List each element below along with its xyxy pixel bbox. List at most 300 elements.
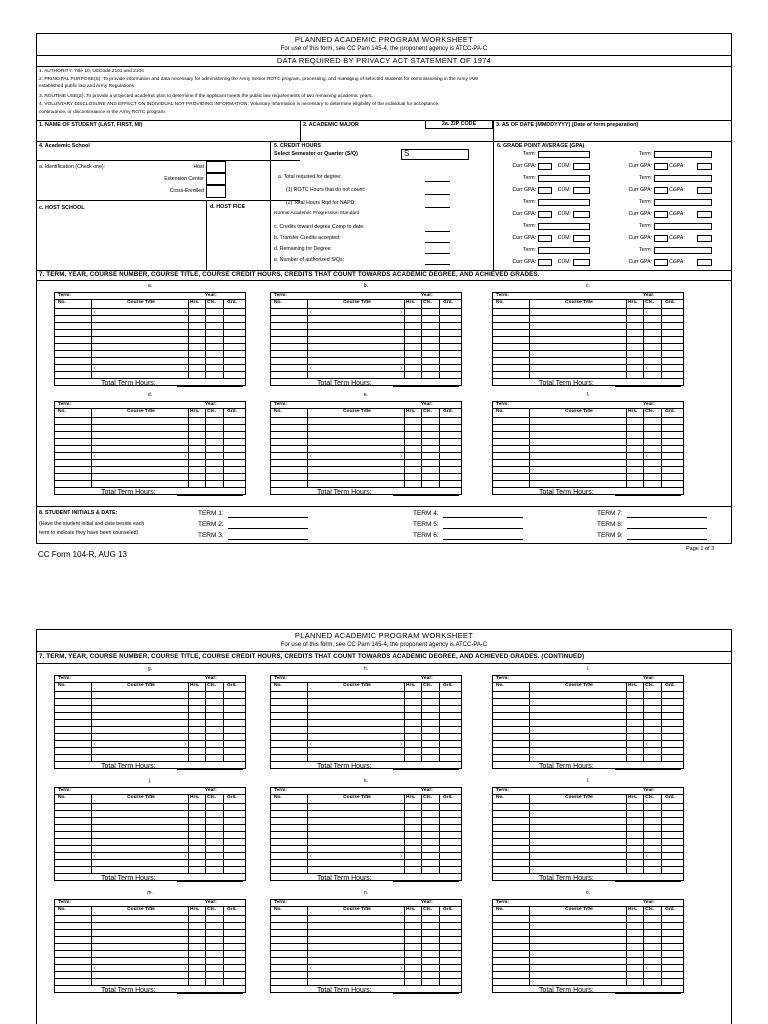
table-row[interactable] xyxy=(271,754,461,755)
table-row[interactable] xyxy=(493,726,683,727)
total-term-hours-field[interactable] xyxy=(177,881,243,882)
table-row[interactable] xyxy=(55,747,245,748)
table-row[interactable] xyxy=(55,733,245,734)
table-row[interactable] xyxy=(271,922,461,923)
table-column-rule xyxy=(661,300,662,378)
table-row[interactable] xyxy=(55,936,245,937)
table-row[interactable] xyxy=(493,838,683,839)
term-initial-label: TERM 2: xyxy=(198,521,224,528)
curr-gpa-label: Curr GPA: xyxy=(512,259,536,265)
table-row[interactable] xyxy=(55,322,245,323)
table-row[interactable] xyxy=(493,364,683,365)
table-row[interactable] xyxy=(271,487,461,488)
course-no-header: No. xyxy=(496,409,504,414)
table-row[interactable] xyxy=(55,691,245,692)
table-row[interactable] xyxy=(493,329,683,330)
remaining-field[interactable] xyxy=(425,253,450,254)
year-label: Year: xyxy=(643,293,655,298)
total-term-hours-label: Total Term Hours: xyxy=(539,380,594,387)
table-column-rule xyxy=(188,683,189,761)
remaining-label: d. Remaining for Degree: xyxy=(274,246,332,252)
table-row[interactable] xyxy=(271,803,461,804)
host-school-label[interactable]: c. HOST SCHOOL xyxy=(39,205,85,211)
table-column-rule xyxy=(529,683,530,761)
total-term-hours-field[interactable] xyxy=(393,495,459,496)
table-row[interactable] xyxy=(271,459,461,460)
table-row[interactable] xyxy=(493,357,683,358)
table-row[interactable] xyxy=(493,964,683,965)
table-column-rule xyxy=(529,300,530,378)
semester-quarter-select[interactable] xyxy=(401,149,469,160)
table-row[interactable] xyxy=(55,438,245,439)
table-row[interactable] xyxy=(493,378,683,379)
table-row[interactable] xyxy=(55,922,245,923)
total-required-field[interactable] xyxy=(425,181,450,182)
table-row[interactable] xyxy=(493,424,683,425)
table-row[interactable] xyxy=(55,452,245,453)
extension-checkbox[interactable] xyxy=(206,173,226,185)
table-row[interactable] xyxy=(271,431,461,432)
curr-gpa-field[interactable] xyxy=(654,187,668,194)
table-row[interactable] xyxy=(493,417,683,418)
table-row[interactable] xyxy=(271,343,461,344)
section7-title: 7. TERM, YEAR, COURSE NUMBER, COURSE TITLE, COURSE CREDIT HOURS, CREDITS THAT COUNT TOWARDS ACADEMIC DEGREE, AND ACHIEVED GRADES. xyxy=(39,271,540,278)
table-row[interactable] xyxy=(271,705,461,706)
table-row[interactable] xyxy=(271,845,461,846)
student-initials-label: 8. STUDENT INITIALS & DATE: xyxy=(39,510,118,516)
credits-header: Cts. xyxy=(645,795,655,800)
table-row[interactable] xyxy=(493,845,683,846)
table-row[interactable] xyxy=(493,480,683,481)
table-row[interactable] xyxy=(493,929,683,930)
table-row[interactable] xyxy=(493,950,683,951)
gpa-term-field[interactable] xyxy=(654,175,712,182)
host-fice-label[interactable]: d. HOST FICE xyxy=(210,204,246,210)
table-row[interactable] xyxy=(55,845,245,846)
total-term-hours-field[interactable] xyxy=(393,881,459,882)
grade-header: Grd. xyxy=(227,300,237,305)
curr-gpa-field[interactable] xyxy=(538,259,552,266)
credits-header: Cts. xyxy=(207,409,217,414)
curr-gpa-field[interactable] xyxy=(654,235,668,242)
table-row[interactable] xyxy=(55,343,245,344)
table-row[interactable] xyxy=(271,747,461,748)
table-row[interactable] xyxy=(55,424,245,425)
table-row[interactable] xyxy=(493,343,683,344)
table-column-rule xyxy=(421,683,422,761)
table-row[interactable] xyxy=(271,698,461,699)
term-initial-field[interactable] xyxy=(627,528,707,529)
table-row[interactable] xyxy=(493,817,683,818)
table-row[interactable] xyxy=(271,308,461,309)
table-row[interactable] xyxy=(271,438,461,439)
host-checkbox[interactable] xyxy=(206,161,226,173)
table-row[interactable] xyxy=(271,817,461,818)
table-row[interactable] xyxy=(493,747,683,748)
table-row[interactable] xyxy=(271,957,461,958)
term-initial-field[interactable] xyxy=(443,539,523,540)
table-row[interactable] xyxy=(493,754,683,755)
table-row[interactable] xyxy=(493,852,683,853)
table-row[interactable] xyxy=(493,473,683,474)
table-row[interactable] xyxy=(271,329,461,330)
table-row[interactable] xyxy=(55,357,245,358)
table-row[interactable] xyxy=(493,985,683,986)
year-label: Year: xyxy=(421,788,433,793)
table-row[interactable] xyxy=(55,838,245,839)
term-initial-label: TERM 6: xyxy=(413,532,439,539)
table-row[interactable] xyxy=(493,315,683,316)
year-label: Year: xyxy=(205,900,217,905)
table-row[interactable] xyxy=(55,740,245,741)
table-row[interactable] xyxy=(55,431,245,432)
total-term-hours-field[interactable] xyxy=(615,495,681,496)
table-row[interactable] xyxy=(493,719,683,720)
cgpa-field[interactable] xyxy=(697,235,712,242)
term-table-letter: c. xyxy=(586,283,590,289)
table-row[interactable] xyxy=(55,315,245,316)
table-row[interactable] xyxy=(271,985,461,986)
table-row[interactable] xyxy=(493,971,683,972)
gpa-term-field[interactable] xyxy=(538,151,590,158)
total-term-hours-field[interactable] xyxy=(615,881,681,882)
credits-toward-field[interactable] xyxy=(425,231,450,232)
term-initial-field[interactable] xyxy=(228,528,308,529)
divider xyxy=(36,663,732,664)
total-term-hours-field[interactable] xyxy=(393,769,459,770)
curr-gpa-field[interactable] xyxy=(654,211,668,218)
table-row[interactable] xyxy=(55,712,245,713)
field-name-label[interactable]: 1. NAME OF STUDENT (LAST, FIRST, MI) xyxy=(39,122,143,128)
table-row[interactable] xyxy=(271,357,461,358)
table-column-rule xyxy=(421,907,422,985)
total-term-hours-field[interactable] xyxy=(615,769,681,770)
table-row[interactable] xyxy=(271,322,461,323)
table-column-rule xyxy=(439,409,440,487)
authorized-sq-field[interactable] xyxy=(425,264,450,265)
table-row[interactable] xyxy=(493,824,683,825)
table-row[interactable] xyxy=(55,831,245,832)
course-title-header: Course Title xyxy=(343,409,371,414)
table-row[interactable] xyxy=(271,971,461,972)
cum-field[interactable] xyxy=(573,235,590,242)
table-row[interactable] xyxy=(55,915,245,916)
table-row[interactable] xyxy=(493,803,683,804)
table-row[interactable] xyxy=(271,873,461,874)
term-initial-field[interactable] xyxy=(443,517,523,518)
term-label: Term: xyxy=(274,293,287,298)
table-column-rule xyxy=(91,907,92,985)
identification-label: a. Identification (Check one): xyxy=(39,164,106,170)
course-title-header: Course Title xyxy=(343,683,371,688)
napd-hours-field[interactable] xyxy=(425,207,450,208)
table-row[interactable] xyxy=(271,950,461,951)
gpa-term-field[interactable] xyxy=(654,247,712,254)
table-row[interactable] xyxy=(55,459,245,460)
table-row[interactable] xyxy=(493,336,683,337)
table-row[interactable] xyxy=(271,315,461,316)
curr-gpa-field[interactable] xyxy=(538,163,552,170)
table-row[interactable] xyxy=(55,971,245,972)
table-row[interactable] xyxy=(493,915,683,916)
table-row[interactable] xyxy=(493,705,683,706)
gpa-term-field[interactable] xyxy=(538,223,590,230)
table-row[interactable] xyxy=(271,761,461,762)
table-row[interactable] xyxy=(493,308,683,309)
total-term-hours-field[interactable] xyxy=(177,993,243,994)
table-row[interactable] xyxy=(55,929,245,930)
table-row[interactable] xyxy=(271,929,461,930)
table-row[interactable] xyxy=(493,487,683,488)
table-row[interactable] xyxy=(55,824,245,825)
course-title-header: Course Title xyxy=(127,907,155,912)
table-row[interactable] xyxy=(55,866,245,867)
table-row[interactable] xyxy=(55,754,245,755)
table-row[interactable] xyxy=(493,866,683,867)
credits-header: Cts. xyxy=(645,907,655,912)
table-row[interactable] xyxy=(55,873,245,874)
table-row[interactable] xyxy=(55,852,245,853)
table-row[interactable] xyxy=(493,350,683,351)
term-initial-field[interactable] xyxy=(627,517,707,518)
table-row[interactable] xyxy=(493,438,683,439)
table-row[interactable] xyxy=(55,761,245,762)
curr-gpa-field[interactable] xyxy=(538,211,552,218)
term-table-letter: j. xyxy=(148,778,152,784)
total-term-hours-field[interactable] xyxy=(615,993,681,994)
table-row[interactable] xyxy=(271,466,461,467)
table-row[interactable] xyxy=(271,417,461,418)
table-row[interactable] xyxy=(271,691,461,692)
table-row[interactable] xyxy=(55,350,245,351)
table-row[interactable] xyxy=(271,866,461,867)
cum-label: CUM: xyxy=(557,235,571,241)
table-row[interactable] xyxy=(493,740,683,741)
table-row[interactable] xyxy=(493,831,683,832)
table-row[interactable] xyxy=(493,452,683,453)
year-label: Year: xyxy=(205,788,217,793)
term-initial-field[interactable] xyxy=(627,539,707,540)
table-row[interactable] xyxy=(55,329,245,330)
table-row[interactable] xyxy=(271,371,461,372)
total-term-hours-field[interactable] xyxy=(177,769,243,770)
table-row[interactable] xyxy=(271,943,461,944)
table-row[interactable] xyxy=(55,445,245,446)
table-row[interactable] xyxy=(271,978,461,979)
table-row[interactable] xyxy=(493,943,683,944)
table-row[interactable] xyxy=(493,466,683,467)
table-row[interactable] xyxy=(271,364,461,365)
cum-field[interactable] xyxy=(573,211,590,218)
rotc-hours-field[interactable] xyxy=(425,194,450,195)
curr-gpa-field[interactable] xyxy=(538,187,552,194)
table-row[interactable] xyxy=(55,978,245,979)
table-row[interactable] xyxy=(55,943,245,944)
course-title-header: Course Title xyxy=(565,795,593,800)
cgpa-field[interactable] xyxy=(697,259,712,266)
table-row[interactable] xyxy=(493,761,683,762)
table-row[interactable] xyxy=(55,473,245,474)
table-row[interactable] xyxy=(493,431,683,432)
table-row[interactable] xyxy=(271,915,461,916)
table-column-rule xyxy=(223,795,224,873)
table-column-rule xyxy=(529,409,530,487)
table-row[interactable] xyxy=(55,950,245,951)
table-row[interactable] xyxy=(493,859,683,860)
term-table xyxy=(492,675,684,769)
table-row[interactable] xyxy=(493,978,683,979)
field-school-label[interactable]: 4. Academic School xyxy=(39,143,90,149)
table-row[interactable] xyxy=(271,852,461,853)
total-term-hours-label: Total Term Hours: xyxy=(539,763,594,770)
table-row[interactable] xyxy=(493,712,683,713)
table-row[interactable] xyxy=(271,824,461,825)
table-row[interactable] xyxy=(271,964,461,965)
table-row[interactable] xyxy=(271,719,461,720)
cum-field[interactable] xyxy=(573,163,590,170)
table-row[interactable] xyxy=(493,691,683,692)
table-row[interactable] xyxy=(55,336,245,337)
table-row[interactable] xyxy=(55,719,245,720)
table-column-rule xyxy=(661,795,662,873)
course-title-header: Course Title xyxy=(565,300,593,305)
course-no-header: No. xyxy=(496,300,504,305)
cross-enrolled-checkbox[interactable] xyxy=(206,185,226,198)
course-title-header: Course Title xyxy=(343,795,371,800)
table-row[interactable] xyxy=(271,810,461,811)
credits-header: Cts. xyxy=(423,409,433,414)
table-row[interactable] xyxy=(493,459,683,460)
table-row[interactable] xyxy=(55,487,245,488)
table-row[interactable] xyxy=(493,445,683,446)
privacy-routine: 3. ROUTINE USE(S): To provide a projected academic plan to determine if the applicant meets the public law requirements of two remaining academic years. xyxy=(39,94,373,99)
gpa-term-field[interactable] xyxy=(538,199,590,206)
table-row[interactable] xyxy=(55,480,245,481)
table-column-rule xyxy=(661,409,662,487)
gpa-term-field[interactable] xyxy=(654,199,712,206)
total-term-hours-field[interactable] xyxy=(393,386,459,387)
table-row[interactable] xyxy=(271,452,461,453)
gpa-term-field[interactable] xyxy=(538,247,590,254)
year-label: Year: xyxy=(421,676,433,681)
total-term-hours-field[interactable] xyxy=(393,993,459,994)
table-row[interactable] xyxy=(493,936,683,937)
table-row[interactable] xyxy=(493,733,683,734)
field-asof-label[interactable]: 3. AS OF DATE (MMDDYYYY) (Date of form preparation) xyxy=(496,122,639,128)
cum-field[interactable] xyxy=(573,187,590,194)
field-major-label[interactable]: 2. ACADEMIC MAJOR xyxy=(303,122,359,128)
table-row[interactable] xyxy=(55,957,245,958)
table-row[interactable] xyxy=(493,698,683,699)
table-row[interactable] xyxy=(271,712,461,713)
table-row[interactable] xyxy=(55,817,245,818)
table-column-rule xyxy=(643,795,644,873)
table-row[interactable] xyxy=(271,424,461,425)
term-initial-field[interactable] xyxy=(228,517,308,518)
table-row[interactable] xyxy=(55,378,245,379)
table-row[interactable] xyxy=(55,985,245,986)
table-row[interactable] xyxy=(55,308,245,309)
table-row[interactable] xyxy=(271,480,461,481)
curr-gpa-field[interactable] xyxy=(538,235,552,242)
cgpa-field[interactable] xyxy=(697,211,712,218)
grade-header: Grd. xyxy=(227,409,237,414)
total-term-hours-field[interactable] xyxy=(177,495,243,496)
transfer-credits-field[interactable] xyxy=(425,242,450,243)
table-row[interactable] xyxy=(271,740,461,741)
table-row[interactable] xyxy=(55,371,245,372)
table-row[interactable] xyxy=(493,371,683,372)
curr-gpa-field[interactable] xyxy=(654,259,668,266)
table-row[interactable] xyxy=(271,838,461,839)
table-column-rule xyxy=(626,683,627,761)
course-title-header: Course Title xyxy=(565,409,593,414)
term-label: Term: xyxy=(496,900,509,905)
table-row[interactable] xyxy=(55,859,245,860)
table-row[interactable] xyxy=(271,445,461,446)
table-row[interactable] xyxy=(271,473,461,474)
table-row[interactable] xyxy=(271,350,461,351)
term-initial-field[interactable] xyxy=(228,539,308,540)
cross-option-label: Cross-Enrolled xyxy=(169,188,204,194)
table-row[interactable] xyxy=(271,859,461,860)
divider xyxy=(493,141,494,270)
table-row[interactable] xyxy=(55,810,245,811)
table-row[interactable] xyxy=(271,378,461,379)
table-row[interactable] xyxy=(55,364,245,365)
cum-field[interactable] xyxy=(573,259,590,266)
total-required-label: a. Total required for degree: xyxy=(278,174,342,180)
year-label: Year: xyxy=(421,293,433,298)
hours-header: Hrs. xyxy=(628,683,638,688)
table-row[interactable] xyxy=(55,964,245,965)
hours-header: Hrs. xyxy=(190,300,200,305)
cgpa-field[interactable] xyxy=(697,163,712,170)
table-row[interactable] xyxy=(493,957,683,958)
table-row[interactable] xyxy=(493,873,683,874)
year-label: Year: xyxy=(643,788,655,793)
total-term-hours-field[interactable] xyxy=(615,386,681,387)
total-term-hours-label: Total Term Hours: xyxy=(539,875,594,882)
table-row[interactable] xyxy=(493,922,683,923)
table-row[interactable] xyxy=(493,322,683,323)
credits-header: Cts. xyxy=(423,683,433,688)
total-term-hours-field[interactable] xyxy=(177,386,243,387)
term-initial-field[interactable] xyxy=(443,528,523,529)
table-row[interactable] xyxy=(493,810,683,811)
table-row[interactable] xyxy=(55,466,245,467)
table-row[interactable] xyxy=(55,698,245,699)
table-row[interactable] xyxy=(271,733,461,734)
term-table xyxy=(492,401,684,495)
table-row[interactable] xyxy=(55,705,245,706)
table-row[interactable] xyxy=(271,726,461,727)
table-row[interactable] xyxy=(55,417,245,418)
gpa-term-field[interactable] xyxy=(654,151,712,158)
gpa-term-field[interactable] xyxy=(654,223,712,230)
table-column-rule xyxy=(626,300,627,378)
curr-gpa-field[interactable] xyxy=(654,163,668,170)
divider xyxy=(36,120,732,121)
cgpa-field[interactable] xyxy=(697,187,712,194)
table-row[interactable] xyxy=(271,831,461,832)
table-row[interactable] xyxy=(271,936,461,937)
grade-header: Grd. xyxy=(443,795,453,800)
table-row[interactable] xyxy=(55,726,245,727)
table-row[interactable] xyxy=(55,803,245,804)
gpa-term-field[interactable] xyxy=(538,175,590,182)
table-row[interactable] xyxy=(271,336,461,337)
